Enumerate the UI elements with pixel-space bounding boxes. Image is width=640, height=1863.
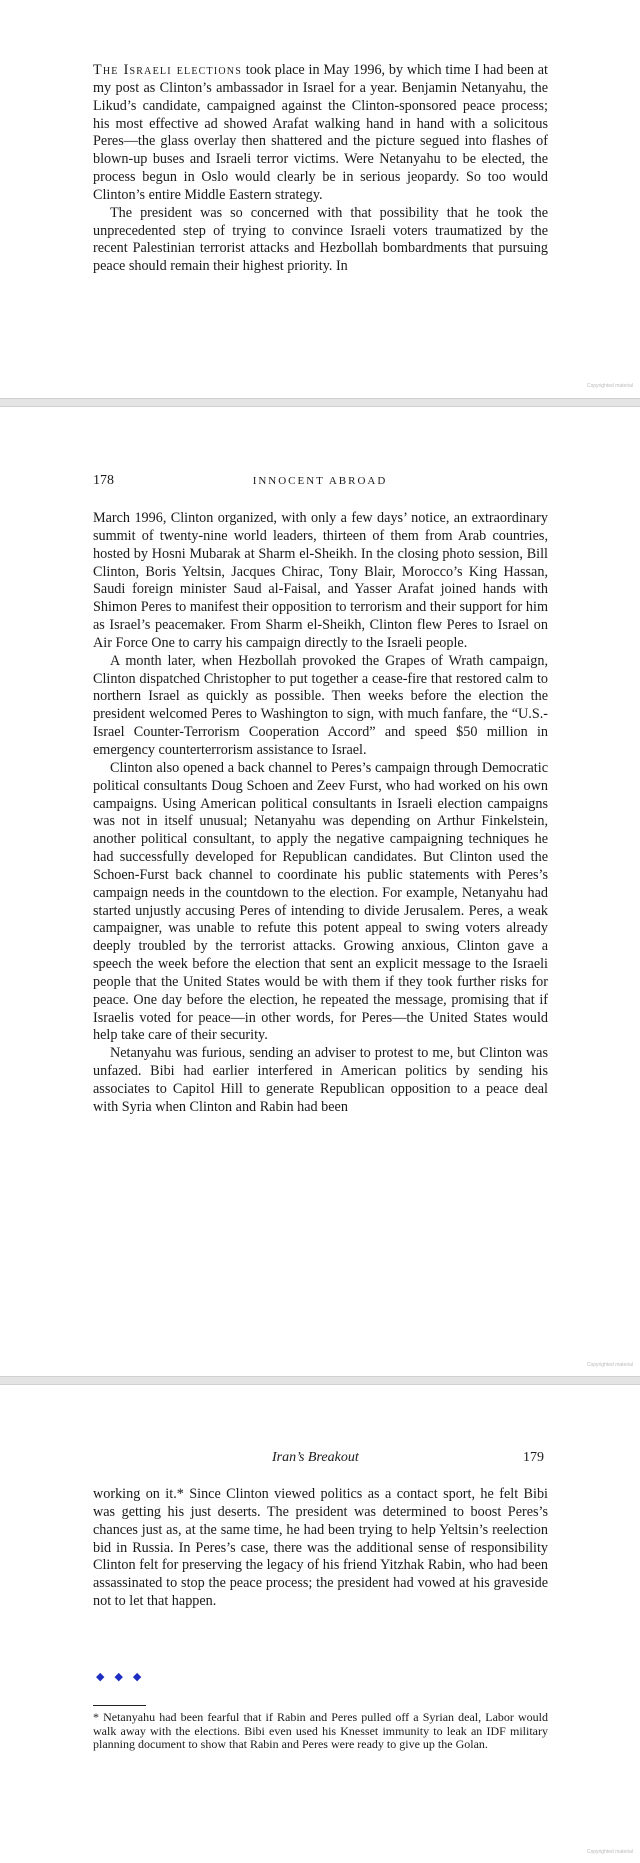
paragraph-text: took place in May 1996, by which time I had been at my post as Clinton’s ambassador in Israel for a year. Benjamin Netanyahu, the Likud’s candidate, campaigned against the Clinton-sponsored peace process; his most effective ad showed Arafat walking hand in hand with a solicitous Peres—the glass overlay then shattered and the picture segued into flashes of blown-up buses and Israeli terror victims. Were Netanyahu to be elected, the process begun in Oslo would clearly be in serious jeopardy. So too would Clinton’s entire Middle Eastern strategy. (93, 62, 549, 203)
body-text (93, 1486, 548, 1611)
page-number: 178 (93, 473, 114, 488)
running-head: INNOCENT ABROAD (252, 475, 388, 487)
chapter-lead-smallcaps: The Israeli elections (93, 62, 242, 78)
copyright-notice: Copyrighted material (586, 1362, 633, 1368)
copyright-notice: Copyrighted material (586, 1849, 633, 1855)
paragraph: A month later, when Hezbollah provoked the Grapes of Wrath campaign, Clinton dispatched Christopher to put together a cease-fire that restored calm to northern Israel as quickly as possible. Then weeks before the election the president welcomed Peres to Washington to sign, with much fanfare, the “U.S.-Israel Counter-Terrorism Cooperation Accord” and speed $50 million in emergency counterterrorism assistance to Israel. (93, 652, 548, 758)
page-separator (0, 398, 640, 407)
paragraph: March 1996, Clinton organized, with only a few days’ notice, an extraordinary summit of twenty-nine world leaders, thirteen of them from Arab countries, hosted by Hosni Mubarak at Sharm el-Sheikh. In the closing photo session, Bill Clinton, Boris Yeltsin, Jacques Chirac, Tony Blair, Morocco’s King Hassan, Saudi foreign minister Saud al-Faisal, and Yasser Arafat joined hands with Shimon Peres to manifest their opposition to terrorism and their support for him as Israel’s peacemaker. From Sharm el-Sheikh, Clinton flew Peres to Israel on Air Force One to carry his campaign directly to the Israeli people. (93, 510, 548, 651)
body-text (93, 62, 548, 276)
page-number: 179 (523, 1450, 544, 1465)
paragraph (93, 62, 548, 205)
paragraph: The president was so concerned with that possibility that he took the unprecedented step of trying to convince Israeli voters traumatized by the recent Palestinian terrorist attacks and Hezbollah bombardments that pursuing peace should remain their highest priority. In (93, 204, 548, 275)
paragraph: Netanyahu was furious, sending an adviser to protest to me, but Clinton was unfazed. Bibi had earlier interfered in American politics by sending his associates to Capitol Hill to generate Republican opposition to a peace deal with Syria when Clinton and Rabin had been (93, 1045, 548, 1115)
footnote: * Netanyahu had been fearful that if Rabin and Peres pulled off a Syrian deal, Labor would walk away with the elections. Bibi even used his Knesset immunity to leak an IDF military planning document to show that Rabin and Peres were ready to give up the Golan. (93, 1710, 548, 1752)
paragraph: Clinton also opened a back channel to Peres’s campaign through Democratic political consultants Doug Schoen and Zeev Furst, who had worked on his own campaigns. Using American political consultants in Israeli election campaigns was not in itself unusual; Netanyahu was depending on Arthur Finkelstein, another political consultant, to apply the negative campaigning techniques he had successfully developed for Republican candidates. But Clinton used the Schoen-Furst back channel to coordinate his public statements with Peres’s campaign needs in the countdown to the election. For example, Netanyahu had started unjustly accusing Peres of intending to divide Jerusalem. Peres, a weak campaigner, was unable to refute this potent appeal to swing voters already deeply troubled by the terrorist attacks. Growing anxious, Clinton gave a speech the week before the election that sent an explicit message to the Israeli people that the United States would be with them if they took further risks for peace. One day before the election, he repeated the message, promising that if Israelis voted for peace—in other words, for Peres—the United States would help take care of their security. (93, 759, 548, 1044)
page-separator (0, 1376, 640, 1385)
body-text (93, 510, 548, 1117)
paragraph: working on it.* Since Clinton viewed politics as a contact sport, he felt Bibi was getting his just deserts. The president was determined to boost Peres’s chances just as, at the same time, he had been trying to help Yeltsin’s reelection bid in Russia. In Peres’s case, there was the additional sense of responsibility Clinton felt for preserving the legacy of his friend Yitzhak Rabin, who had been assassinated to stop the peace process; the president had vowed at his graveside not to let that happen. (93, 1486, 548, 1610)
footnote-rule (93, 1705, 146, 1706)
page-top (0, 0, 640, 398)
copyright-notice: Copyrighted material (586, 383, 633, 389)
section-break-ornament: ◆◆◆ (96, 1671, 152, 1683)
running-head: Iran’s Breakout (272, 1450, 359, 1465)
